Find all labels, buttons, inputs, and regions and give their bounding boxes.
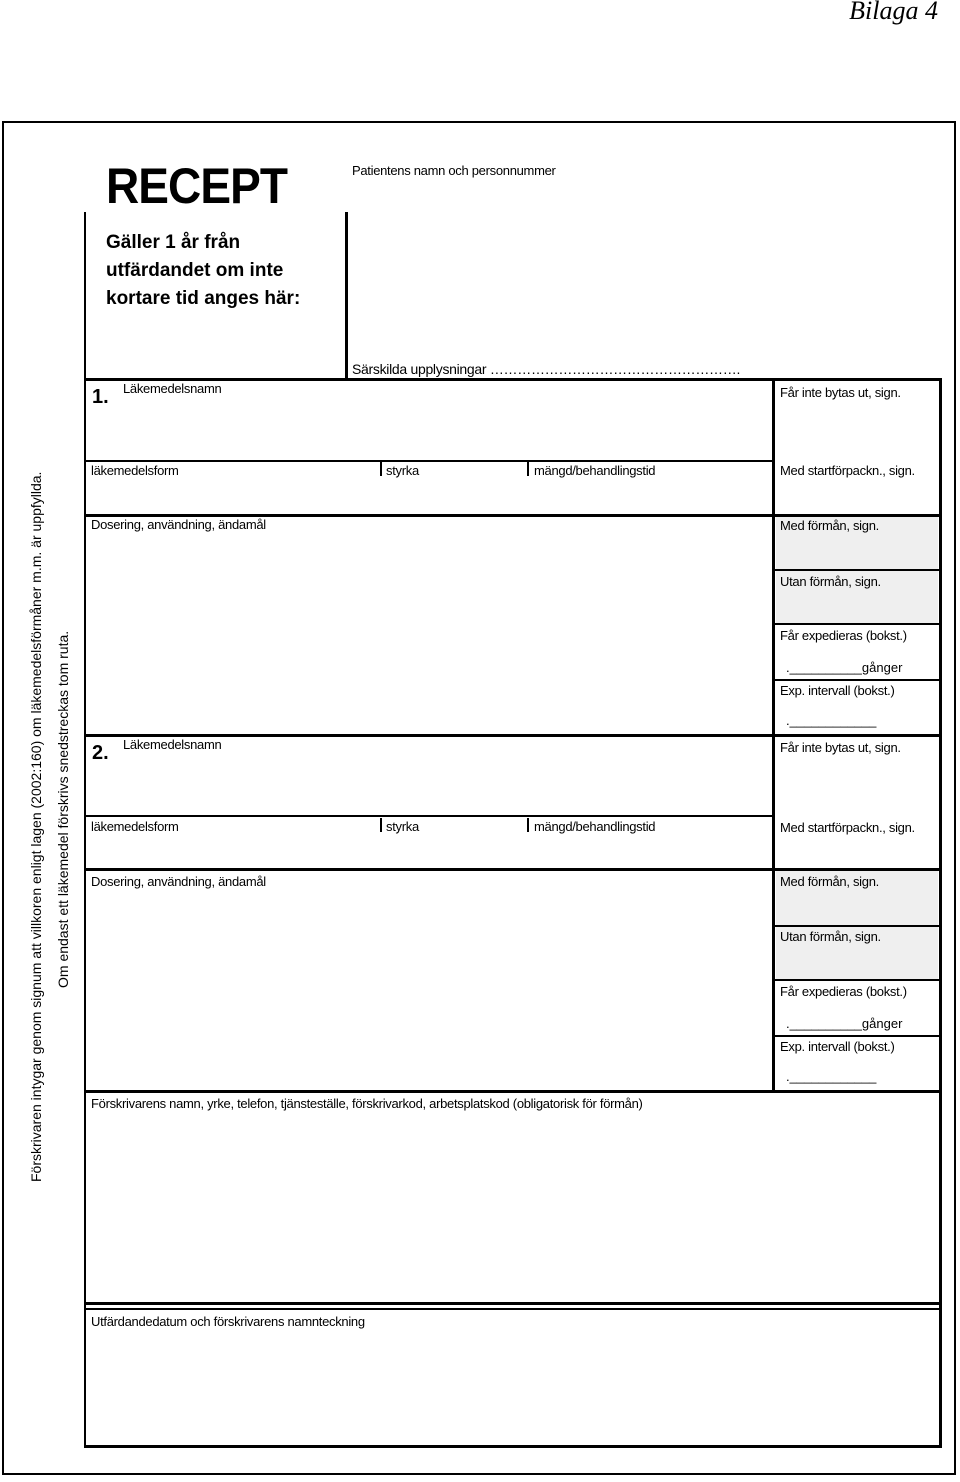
patient-label: Patientens namn och personnummer (352, 163, 556, 178)
cell-divider (527, 462, 529, 476)
dosage-label: Dosering, användning, ändamål (91, 874, 266, 889)
dispense-label: Får expedieras (bokst.) (780, 628, 907, 643)
signature-label: Utfärdandedatum och förskrivarens namnteckning (91, 1314, 365, 1329)
strength-label: styrka (386, 819, 419, 834)
times-blank-line: .__________ (786, 1016, 862, 1031)
row-line (774, 925, 940, 927)
times-label: gånger (861, 1016, 903, 1031)
drug-form-label: läkemedelsform (91, 819, 179, 834)
drug-name-label: Läkemedelsnamn (123, 381, 222, 396)
no-substitute-label: Får inte bytas ut, sign. (780, 740, 901, 755)
row-line (84, 460, 774, 462)
quantity-label: mängd/behandlingstid (534, 463, 656, 478)
validity-line: kortare tid anges här: (106, 288, 301, 309)
cell-divider (380, 818, 382, 832)
start-pack-label: Med startförpackn., sign. (780, 463, 915, 478)
form-title: RECEPT (106, 158, 288, 214)
row-line (774, 979, 940, 981)
times-label: gånger (861, 660, 903, 675)
interval-blank: .____________ (786, 713, 877, 728)
dispense-label: Får expedieras (bokst.) (780, 984, 907, 999)
table-right-border (939, 378, 942, 1448)
row-line (774, 679, 940, 681)
interval-blank: .____________ (786, 1069, 877, 1084)
side-note-certification: Förskrivaren intygar genom signum att villkoren enligt lagen (2002:160) om läkemedelsförmåner m.m. är uppfyllda. (28, 471, 44, 1182)
with-benefit-label: Med förmån, sign. (780, 874, 879, 889)
page-label: Bilaga 4 (849, 0, 938, 25)
dosage-label: Dosering, användning, ändamål (91, 517, 266, 532)
table-left-border (84, 378, 86, 1448)
no-substitute-label: Får inte bytas ut, sign. (780, 385, 901, 400)
without-benefit-label: Utan förmån, sign. (780, 574, 881, 589)
row-line (774, 1035, 940, 1037)
quantity-label: mängd/behandlingstid (534, 819, 656, 834)
side-note-single-drug: Om endast ett läkemedel förskrivs snedstreckas tom ruta. (55, 630, 71, 988)
row-line (774, 569, 940, 571)
cell-divider (527, 818, 529, 832)
start-pack-label: Med startförpackn., sign. (780, 820, 915, 835)
with-benefit-label: Med förmån, sign. (780, 518, 879, 533)
item-number: 2. (92, 742, 109, 764)
row-line (84, 1308, 942, 1310)
prescriber-label: Förskrivarens namn, yrke, telefon, tjänsteställe, förskrivarkod, arbetsplatskod (obligatorisk för förmån) (91, 1096, 643, 1111)
interval-label: Exp. intervall (bokst.) (780, 1039, 895, 1054)
validity-text (106, 229, 300, 313)
drug-form-label: läkemedelsform (91, 463, 179, 478)
validity-line: Gäller 1 år från (106, 232, 241, 253)
times-blank (786, 660, 902, 675)
without-benefit-label: Utan förmån, sign. (780, 929, 881, 944)
item-number: 1. (92, 386, 109, 408)
row-line (84, 1302, 942, 1305)
times-blank (786, 1016, 902, 1031)
strength-label: styrka (386, 463, 419, 478)
header-left-border (84, 212, 86, 380)
row-line (84, 1090, 942, 1093)
table-bottom-border (84, 1445, 942, 1448)
drug-name-label: Läkemedelsnamn (123, 737, 222, 752)
interval-label: Exp. intervall (bokst.) (780, 683, 895, 698)
form-frame (2, 121, 956, 1475)
validity-line: utfärdandet om inte (106, 260, 284, 281)
header-divider (345, 212, 348, 380)
times-blank-line: .__________ (786, 660, 862, 675)
cell-divider (380, 462, 382, 476)
row-line (774, 623, 940, 625)
row-line (84, 815, 774, 817)
special-info-label: Särskilda upplysningar ………………………………………………. (352, 361, 741, 377)
